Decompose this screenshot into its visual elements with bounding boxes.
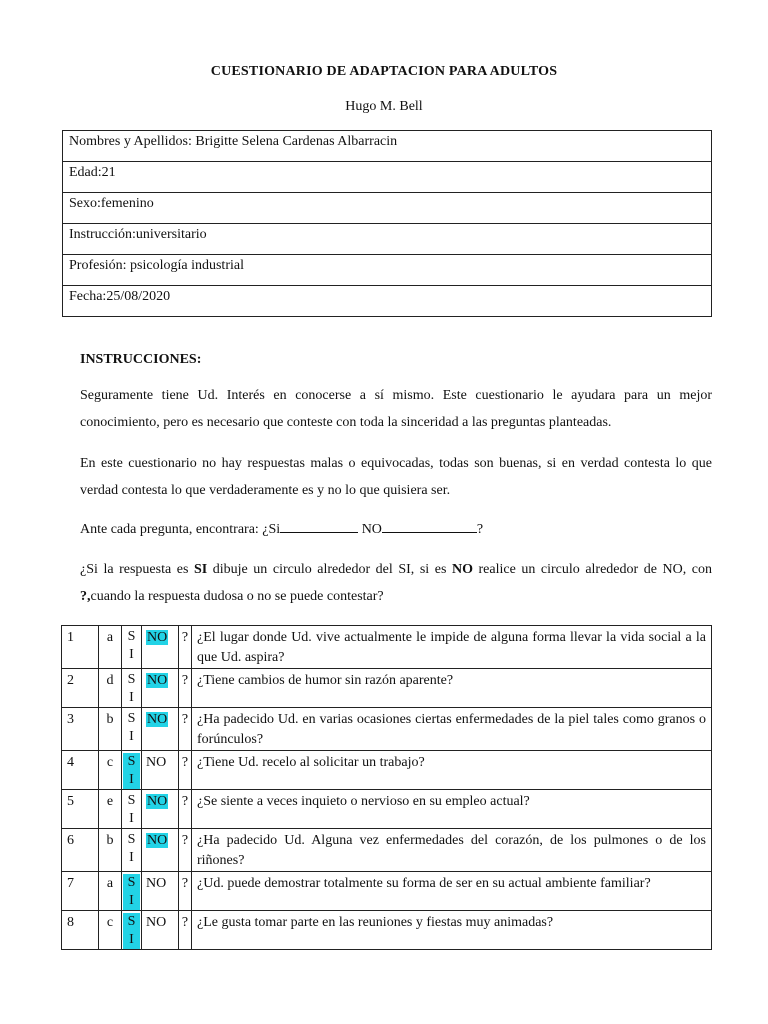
answer-si[interactable] xyxy=(122,751,142,790)
info-cell: Sexo:femenino xyxy=(63,193,712,224)
instructions-title: INSTRUCCIONES: xyxy=(80,352,202,367)
question-row xyxy=(62,911,712,950)
question-text: ¿El lugar donde Ud. vive actualmente le impide de alguna forma llevar la vida social a la que Ud. aspira? xyxy=(192,626,712,669)
info-row-date xyxy=(63,286,712,317)
question-category: b xyxy=(99,829,122,872)
question-number: 8 xyxy=(62,911,99,950)
answer-si-s: S xyxy=(127,629,136,644)
answer-unsure[interactable]: ? xyxy=(179,911,192,950)
answer-unsure[interactable]: ? xyxy=(179,626,192,669)
answer-no-label: NO xyxy=(147,712,168,727)
question-number: 2 xyxy=(62,669,99,708)
answer-unsure[interactable]: ? xyxy=(179,751,192,790)
answer-si-i: I xyxy=(129,690,134,705)
answer-si-i: I xyxy=(129,729,134,744)
p4-question-bold: ?, xyxy=(80,589,91,604)
answer-si[interactable] xyxy=(122,626,142,669)
question-number: 1 xyxy=(62,626,99,669)
p4-text: realice un circulo alrededor de NO, con xyxy=(472,562,712,577)
p4-text: dibuje un circulo alrededor del SI, si es xyxy=(207,562,452,577)
question-category: a xyxy=(99,872,122,911)
answer-no[interactable] xyxy=(142,911,179,950)
answer-unsure[interactable]: ? xyxy=(179,872,192,911)
answer-si[interactable] xyxy=(122,790,142,829)
answer-si-i: I xyxy=(123,892,140,910)
question-text: ¿Se siente a veces inquieto o nervioso en su empleo actual? xyxy=(192,790,712,829)
question-text: ¿Le gusta tomar parte en las reuniones y fiestas muy animadas? xyxy=(192,911,712,950)
question-row xyxy=(62,790,712,829)
answer-no-label: NO xyxy=(147,630,168,645)
question-number: 3 xyxy=(62,708,99,751)
answer-no-label: NO xyxy=(147,833,168,848)
info-cell: Edad:21 xyxy=(63,162,712,193)
answer-si[interactable] xyxy=(122,872,142,911)
answer-si[interactable] xyxy=(122,829,142,872)
info-cell: Instrucción:universitario xyxy=(63,224,712,255)
answer-no[interactable] xyxy=(142,872,179,911)
questions-table xyxy=(61,625,712,950)
question-category: e xyxy=(99,790,122,829)
answer-unsure[interactable]: ? xyxy=(179,669,192,708)
answer-si-i: I xyxy=(123,931,140,949)
info-row-sex xyxy=(63,193,712,224)
question-text: ¿Ha padecido Ud. en varias ocasiones ciertas enfermedades de la piel tales como granos o forúnculos? xyxy=(192,708,712,751)
answer-si-s: S xyxy=(123,753,140,771)
question-text: ¿Ha padecido Ud. Alguna vez enfermedades del corazón, de los pulmones o de los riñones? xyxy=(192,829,712,872)
answer-si-s: S xyxy=(127,832,136,847)
question-row xyxy=(62,829,712,872)
question-number: 4 xyxy=(62,751,99,790)
respondent-info-table xyxy=(62,130,712,317)
p4-no-bold: NO xyxy=(451,562,473,577)
answer-si-s: S xyxy=(127,672,136,687)
question-category: a xyxy=(99,626,122,669)
answer-si[interactable] xyxy=(122,911,142,950)
question-row xyxy=(62,708,712,751)
answer-si-s: S xyxy=(123,913,140,931)
answer-si-i: I xyxy=(129,811,134,826)
answer-no-label: NO xyxy=(147,673,168,688)
answer-no-label: NO xyxy=(147,794,168,809)
question-category: b xyxy=(99,708,122,751)
answer-no[interactable] xyxy=(142,829,179,872)
answer-si[interactable] xyxy=(122,708,142,751)
answer-no[interactable] xyxy=(142,790,179,829)
question-row xyxy=(62,751,712,790)
answer-si-i: I xyxy=(129,647,134,662)
question-number: 7 xyxy=(62,872,99,911)
document-title: CUESTIONARIO DE ADAPTACION PARA ADULTOS xyxy=(210,64,558,79)
info-row-name xyxy=(63,131,712,162)
answer-format-no: NO xyxy=(358,522,382,537)
answer-no-label: NO xyxy=(146,755,167,770)
p4-si-bold: SI xyxy=(193,562,208,577)
question-category: c xyxy=(99,911,122,950)
blank-line xyxy=(280,518,358,533)
answer-no[interactable] xyxy=(142,751,179,790)
answer-si-s: S xyxy=(127,711,136,726)
question-number: 6 xyxy=(62,829,99,872)
question-row xyxy=(62,669,712,708)
answer-unsure[interactable]: ? xyxy=(179,829,192,872)
answer-unsure[interactable]: ? xyxy=(179,708,192,751)
info-cell: Fecha:25/08/2020 xyxy=(63,286,712,317)
info-cell: Profesión: psicología industrial xyxy=(63,255,712,286)
instructions-paragraph-4 xyxy=(80,556,712,610)
instructions-paragraph-2: En este cuestionario no hay respuestas malas o equivocadas, todas son buenas, si en verdad contesta lo que verdad contesta lo que verdaderamente es y no lo que quisiera ser. xyxy=(80,456,712,498)
instructions-paragraph-3 xyxy=(80,516,712,543)
p4-text: ¿Si la respuesta es xyxy=(80,562,194,577)
answer-no-label: NO xyxy=(146,876,167,891)
p4-text: cuando la respuesta dudosa o no se puede contestar? xyxy=(90,589,384,604)
question-text: ¿Ud. puede demostrar totalmente su forma de ser en su actual ambiente familiar? xyxy=(192,872,712,911)
answer-si-s: S xyxy=(123,874,140,892)
blank-line xyxy=(382,518,477,533)
question-row xyxy=(62,626,712,669)
instructions-paragraph-1: Seguramente tiene Ud. Interés en conocerse a sí mismo. Este cuestionario le ayudara para un mejor conocimiento, pero es necesario que conteste con toda la sinceridad a las preguntas planteadas. xyxy=(80,388,712,430)
question-row xyxy=(62,872,712,911)
answer-no[interactable] xyxy=(142,708,179,751)
answer-si-s: S xyxy=(127,793,136,808)
question-category: d xyxy=(99,669,122,708)
answer-no[interactable] xyxy=(142,669,179,708)
question-category: c xyxy=(99,751,122,790)
question-text: ¿Tiene cambios de humor sin razón aparente? xyxy=(192,669,712,708)
info-cell: Nombres y Apellidos: Brigitte Selena Cardenas Albarracin xyxy=(63,131,712,162)
info-row-education xyxy=(63,224,712,255)
answer-no[interactable] xyxy=(142,626,179,669)
answer-si-i: I xyxy=(129,850,134,865)
answer-no-label: NO xyxy=(146,915,167,930)
info-row-profession xyxy=(63,255,712,286)
document-author: Hugo M. Bell xyxy=(345,99,423,114)
info-row-age xyxy=(63,162,712,193)
answer-si-i: I xyxy=(123,771,140,789)
question-number: 5 xyxy=(62,790,99,829)
answer-si[interactable] xyxy=(122,669,142,708)
answer-format-text: Ante cada pregunta, encontrara: ¿Si xyxy=(80,522,281,537)
answer-unsure[interactable]: ? xyxy=(179,790,192,829)
answer-format-question: ? xyxy=(476,522,484,537)
question-text: ¿Tiene Ud. recelo al solicitar un trabajo? xyxy=(192,751,712,790)
